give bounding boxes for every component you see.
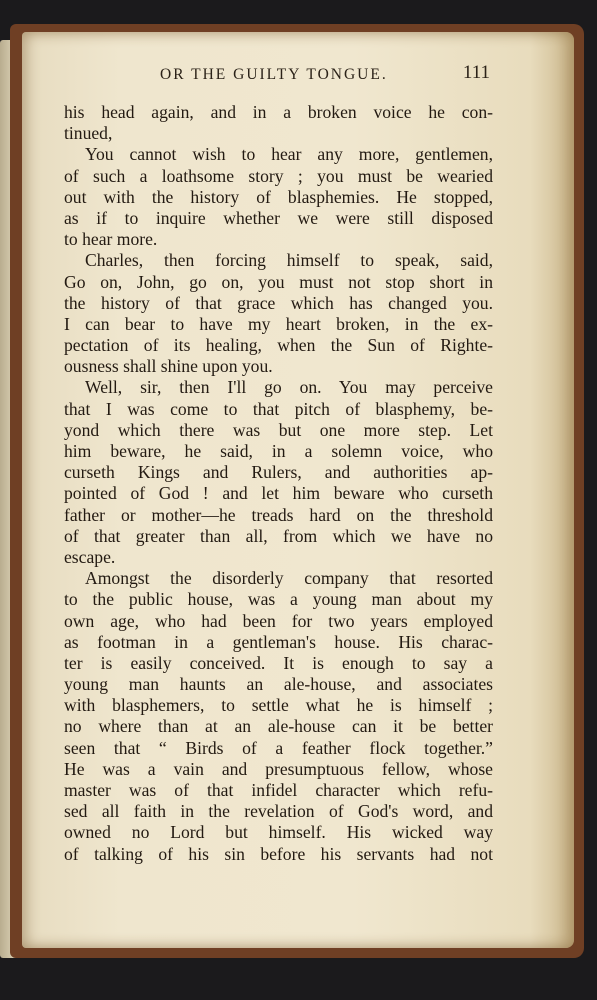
text-line: as footman in a gentleman's house. His charac- — [64, 631, 493, 652]
page-number: 111 — [462, 62, 490, 83]
text-line: ter is easily conceived. It is enough to say a — [64, 652, 493, 673]
text-line: with blasphemers, to settle what he is himself ; — [64, 695, 493, 716]
text-line: Charles, then forcing himself to speak, said, — [85, 250, 493, 271]
text-line: ousness shall shine upon you. — [64, 356, 273, 377]
text-line: of such a loathsome story ; you must be wearied — [64, 165, 493, 186]
text-line: tinued, — [64, 123, 113, 144]
text-line: He was a vain and presumptuous fellow, whose — [64, 758, 493, 779]
text-line: as if to inquire whether we were still disposed — [64, 207, 493, 228]
page-header — [60, 62, 490, 90]
text-line: young man haunts an ale-house, and associates — [64, 674, 493, 695]
text-line: of talking of his sin before his servants had not — [64, 843, 493, 864]
running-head: OR THE GUILTY TONGUE. — [160, 66, 388, 83]
text-line: the history of that grace which has changed you. — [64, 292, 493, 313]
body-text — [64, 102, 493, 865]
text-line: master was of that infidel character which refu- — [64, 780, 493, 800]
text-line: that I was come to that pitch of blasphemy, be- — [64, 398, 493, 419]
text-line: yond which there was but one more step. Let — [64, 419, 493, 440]
text-line: sed all faith in the revelation of God's word, and — [64, 801, 493, 822]
text-line: escape. — [64, 546, 116, 567]
text-line: him beware, he said, in a solemn voice, who — [64, 441, 493, 461]
text-line: of that greater than all, from which we have no — [64, 525, 493, 546]
text-line: pectation of its healing, when the Sun of Righte- — [64, 335, 493, 356]
text-line: seen that “ Birds of a feather flock together.” — [64, 737, 493, 758]
text-line: to the public house, was a young man about my — [64, 589, 493, 610]
text-line: You cannot wish to hear any more, gentlemen, — [85, 144, 493, 165]
text-line: own age, who had been for two years employed — [64, 610, 493, 631]
text-line: Go on, John, go on, you must not stop short in — [64, 271, 493, 292]
text-line: Amongst the disorderly company that resorted — [85, 568, 493, 589]
text-line: no where than at an ale-house can it be better — [64, 716, 493, 737]
text-line: owned no Lord but himself. His wicked way — [64, 822, 493, 843]
text-line: to hear more. — [64, 229, 158, 250]
text-line: I can bear to have my heart broken, in the ex- — [64, 313, 493, 334]
text-line: pointed of God ! and let him beware who curseth — [64, 483, 493, 504]
text-line: father or mother—he treads hard on the threshold — [64, 504, 493, 525]
text-line: curseth Kings and Rulers, and authorities ap- — [64, 462, 493, 483]
text-line: out with the history of blasphemies. He stopped, — [64, 186, 493, 207]
text-line: his head again, and in a broken voice he con- — [64, 102, 493, 122]
text-line: Well, sir, then I'll go on. You may perceive — [85, 377, 493, 398]
